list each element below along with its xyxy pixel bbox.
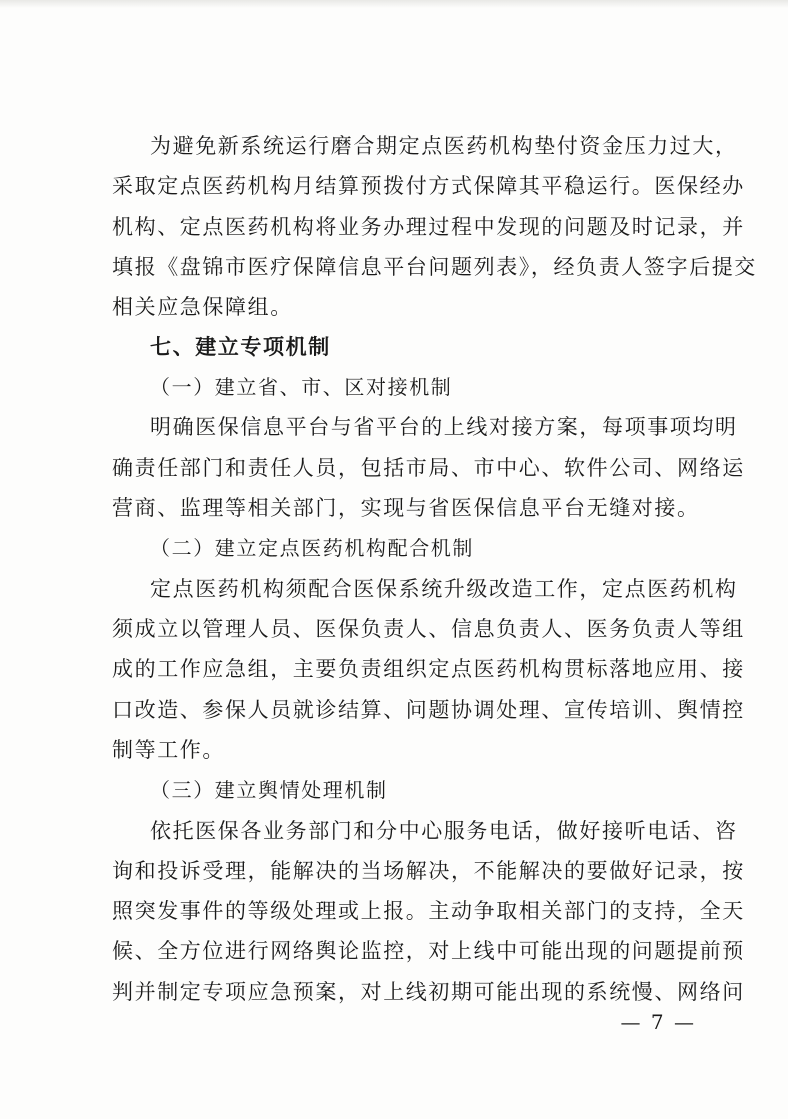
scan-edge <box>0 0 788 8</box>
paragraph-line: 确责任部门和责任人员，包括市局、市中心、软件公司、网络运 <box>112 456 745 480</box>
paragraph-line: 相关应急保障组。 <box>112 295 293 319</box>
paragraph-line: 依托医保各业务部门和分中心服务电话，做好接听电话、咨 <box>150 819 738 843</box>
subsection-heading: （一）建立省、市、区对接机制 <box>150 375 453 399</box>
paragraph-line: 机构、定点医药机构将业务办理过程中发现的问题及时记录，并 <box>112 215 745 239</box>
paragraph-line: 填报《盘锦市医疗保障信息平台问题列表》，经负责人签字后提交 <box>112 255 757 279</box>
paragraph-line: 定点医药机构须配合医保系统升级改造工作，定点医药机构 <box>150 577 738 601</box>
paragraph-line: 须成立以管理人员、医保负责人、信息负责人、医务负责人等组 <box>112 617 745 641</box>
paragraph-line: 照突发事件的等级处理或上报。主动争取相关部门的支持，全天 <box>112 899 745 923</box>
paragraph-line: 为避免新系统运行磨合期定点医药机构垫付资金压力过大， <box>150 134 738 158</box>
paragraph-line: 成的工作应急组，主要负责组织定点医药机构贯标落地应用、接 <box>112 657 745 681</box>
paragraph-line: 制等工作。 <box>112 738 225 762</box>
paragraph-line: 采取定点医药机构月结算预拨付方式保障其平稳运行。医保经办 <box>112 174 745 198</box>
subsection-heading: （三）建立舆情处理机制 <box>150 778 388 802</box>
paragraph-line: 判并制定专项应急预案，对上线初期可能出现的系统慢、网络问 <box>112 980 745 1004</box>
subsection-heading: （二）建立定点医药机构配合机制 <box>150 536 474 560</box>
paragraph-line: 明确医保信息平台与省平台的上线对接方案，每项事项均明 <box>150 415 738 439</box>
paragraph-line: 询和投诉受理，能解决的当场解决，不能解决的要做好记录，按 <box>112 859 745 883</box>
paragraph-line: 口改造、参保人员就诊结算、问题协调处理、宣传培训、舆情控 <box>112 698 745 722</box>
paragraph-line: 营商、监理等相关部门，实现与省医保信息平台无缝对接。 <box>112 496 700 520</box>
page-number: — 7 — <box>620 1010 696 1034</box>
paragraph-line: 候、全方位进行网络舆论监控，对上线中可能出现的问题提前预 <box>112 939 745 963</box>
section-heading: 七、建立专项机制 <box>150 335 331 359</box>
